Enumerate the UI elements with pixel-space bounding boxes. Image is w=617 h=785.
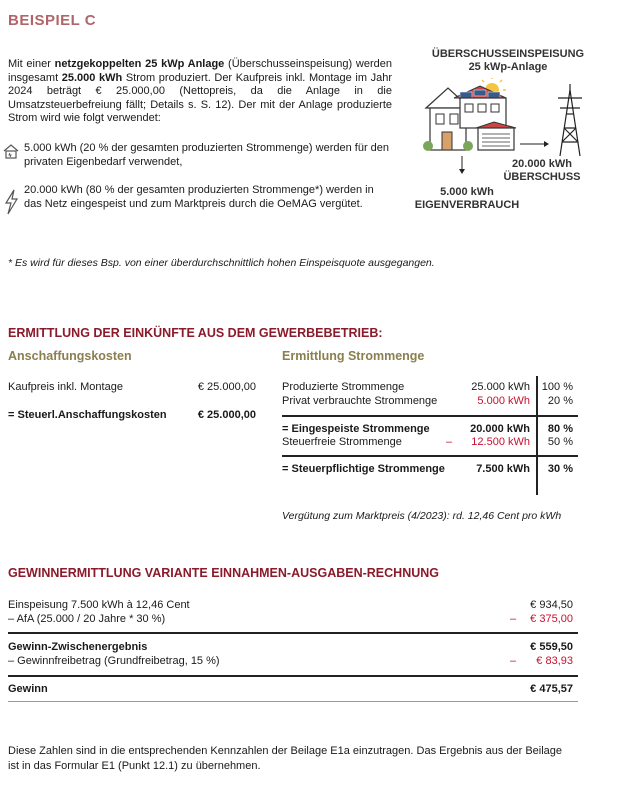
strom-row2-pct: 20 %: [547, 395, 573, 407]
strom-row2-kwh: 5.000 kWh: [477, 395, 530, 407]
anschaffung-row1-label: Kaufpreis inkl. Montage: [8, 381, 123, 393]
strom-row4-kwh: 12.500 kWh: [471, 436, 530, 448]
strom-row5-pct: 30 %: [547, 463, 573, 475]
gewinn-row4-value: € 83,93: [536, 655, 573, 667]
usage-item-own: 5.000 kWh (20 % der gesamten produzierten Strommenge) werden für den privaten Eigenbedarf verwendet,: [24, 142, 390, 168]
gewinn-row1-value: € 934,50: [530, 599, 573, 611]
strom-row2-label: Privat verbrauchte Strommenge: [282, 395, 438, 407]
strom-row5-label: = Steuerpflichtige Strommenge: [282, 463, 445, 475]
strom-row1-pct: 100 %: [541, 381, 573, 393]
illustration-title-1: ÜBERSCHUSSEINSPEISUNG: [431, 48, 585, 60]
market-price-note: Vergütung zum Marktpreis (4/2023): rd. 12,46 Cent pro kWh: [282, 510, 562, 522]
surplus-value: 20.000 kWh: [512, 158, 572, 170]
section-title-ermittlung: ERMITTLUNG DER EINKÜNFTE AUS DEM GEWERBEBETRIEB:: [8, 326, 383, 340]
subtitle-anschaffung: Anschaffungskosten: [8, 349, 132, 363]
closing-paragraph: Diese Zahlen sind in die entsprechenden Kennzahlen der Beilage E1a einzutragen. Das Ergebnis aus der Beilage ist in das Formular E1 (Punkt 12.1) zu übernehmen.: [8, 745, 563, 772]
page-title: BEISPIEL C: [8, 12, 97, 29]
intro-text-e: Strom produziert. Der Kaufpreis inkl. Montage im Jahr 2024 beträgt € 25.000,00 (Nettopreis, da die Anlage in die Umsatzsteuerbefreiung fällt; Details s. S. 12). Der mit der Anlage produzierte Strom wird wie folgt verwendet:: [8, 71, 392, 124]
strom-row4-sign: –: [446, 436, 453, 448]
usage-item-feed: 20.000 kWh (80 % der gesamten produzierten Strommenge*) werden in das Netz eingespeist und zum Marktpreis durch die OeMAG vergütet.: [24, 184, 374, 210]
gewinn-divider-1: [8, 632, 578, 634]
strom-row3-pct: 80 %: [547, 423, 573, 435]
strom-divider-2: [282, 455, 578, 457]
gewinn-row1-label: Einspeisung 7.500 kWh à 12,46 Cent: [8, 599, 190, 611]
anschaffung-row1-value: € 25.000,00: [197, 381, 256, 393]
strom-row4-label: Steuerfreie Strommenge: [282, 436, 402, 448]
strom-row1-label: Produzierte Strommenge: [282, 381, 405, 393]
illustration-title: [408, 48, 608, 74]
own-use-value: 5.000 kWh: [440, 186, 494, 198]
gewinn-row4-sign: –: [510, 655, 517, 667]
house-icon: [2, 142, 20, 160]
strom-row3-kwh: 20.000 kWh: [470, 423, 530, 435]
gewinn-row5-value: € 475,57: [530, 683, 573, 695]
illustration-title-2: 25 kWp-Anlage: [468, 61, 548, 73]
gewinn-divider-3: [8, 701, 578, 702]
own-use-text: EIGENVERBRAUCH: [414, 199, 520, 211]
gewinn-divider-2: [8, 675, 578, 677]
gewinn-row4-label: – Gewinnfreibetrag (Grundfreibetrag, 15 %): [8, 655, 220, 667]
anschaffung-row2-value: € 25.000,00: [197, 409, 256, 421]
section-title-gewinn: GEWINNERMITTLUNG VARIANTE EINNAHMEN-AUSGABEN-RECHNUNG: [8, 566, 440, 580]
strom-row1-kwh: 25.000 kWh: [471, 381, 530, 393]
intro-text-a: Mit einer: [8, 58, 55, 70]
gewinn-row2-value: € 375,00: [530, 613, 573, 625]
intro-text-b: netzgekoppelten 25 kWp Anlage: [54, 58, 225, 70]
house-solar-illustration: [420, 78, 600, 158]
intro-paragraph: [8, 58, 392, 126]
surplus-text: ÜBERSCHUSS: [503, 171, 581, 183]
gewinn-row2-label: – AfA (25.000 / 20 Jahre * 30 %): [8, 613, 166, 625]
gewinn-row2-sign: –: [510, 613, 517, 625]
own-use-label: [404, 186, 530, 212]
strom-row3-label: = Eingespeiste Strommenge: [282, 423, 430, 435]
intro-text-c: (Überschusseinspeisung) werden insgesamt: [8, 58, 392, 84]
gewinn-row5-label: Gewinn: [8, 683, 48, 695]
strom-column-divider: [536, 376, 538, 495]
strom-divider-1: [282, 415, 578, 417]
strom-row5-kwh: 7.500 kWh: [476, 463, 530, 475]
anschaffung-row2-label: = Steuerl.Anschaffungskosten: [8, 409, 167, 421]
intro-text-d: 25.000 kWh: [61, 71, 123, 84]
surplus-label: [492, 158, 592, 184]
arrow-down-icon: [456, 156, 468, 176]
gewinn-row3-value: € 559,50: [530, 641, 573, 653]
footnote: * Es wird für dieses Bsp. von einer überdurchschnittlich hohen Einspeisquote ausgegangen.: [8, 257, 435, 269]
lightning-icon: [2, 188, 20, 216]
strom-row4-pct: 50 %: [547, 436, 573, 448]
subtitle-strommenge: Ermittlung Strommenge: [282, 349, 425, 363]
gewinn-row3-label: Gewinn-Zwischenergebnis: [8, 641, 148, 653]
